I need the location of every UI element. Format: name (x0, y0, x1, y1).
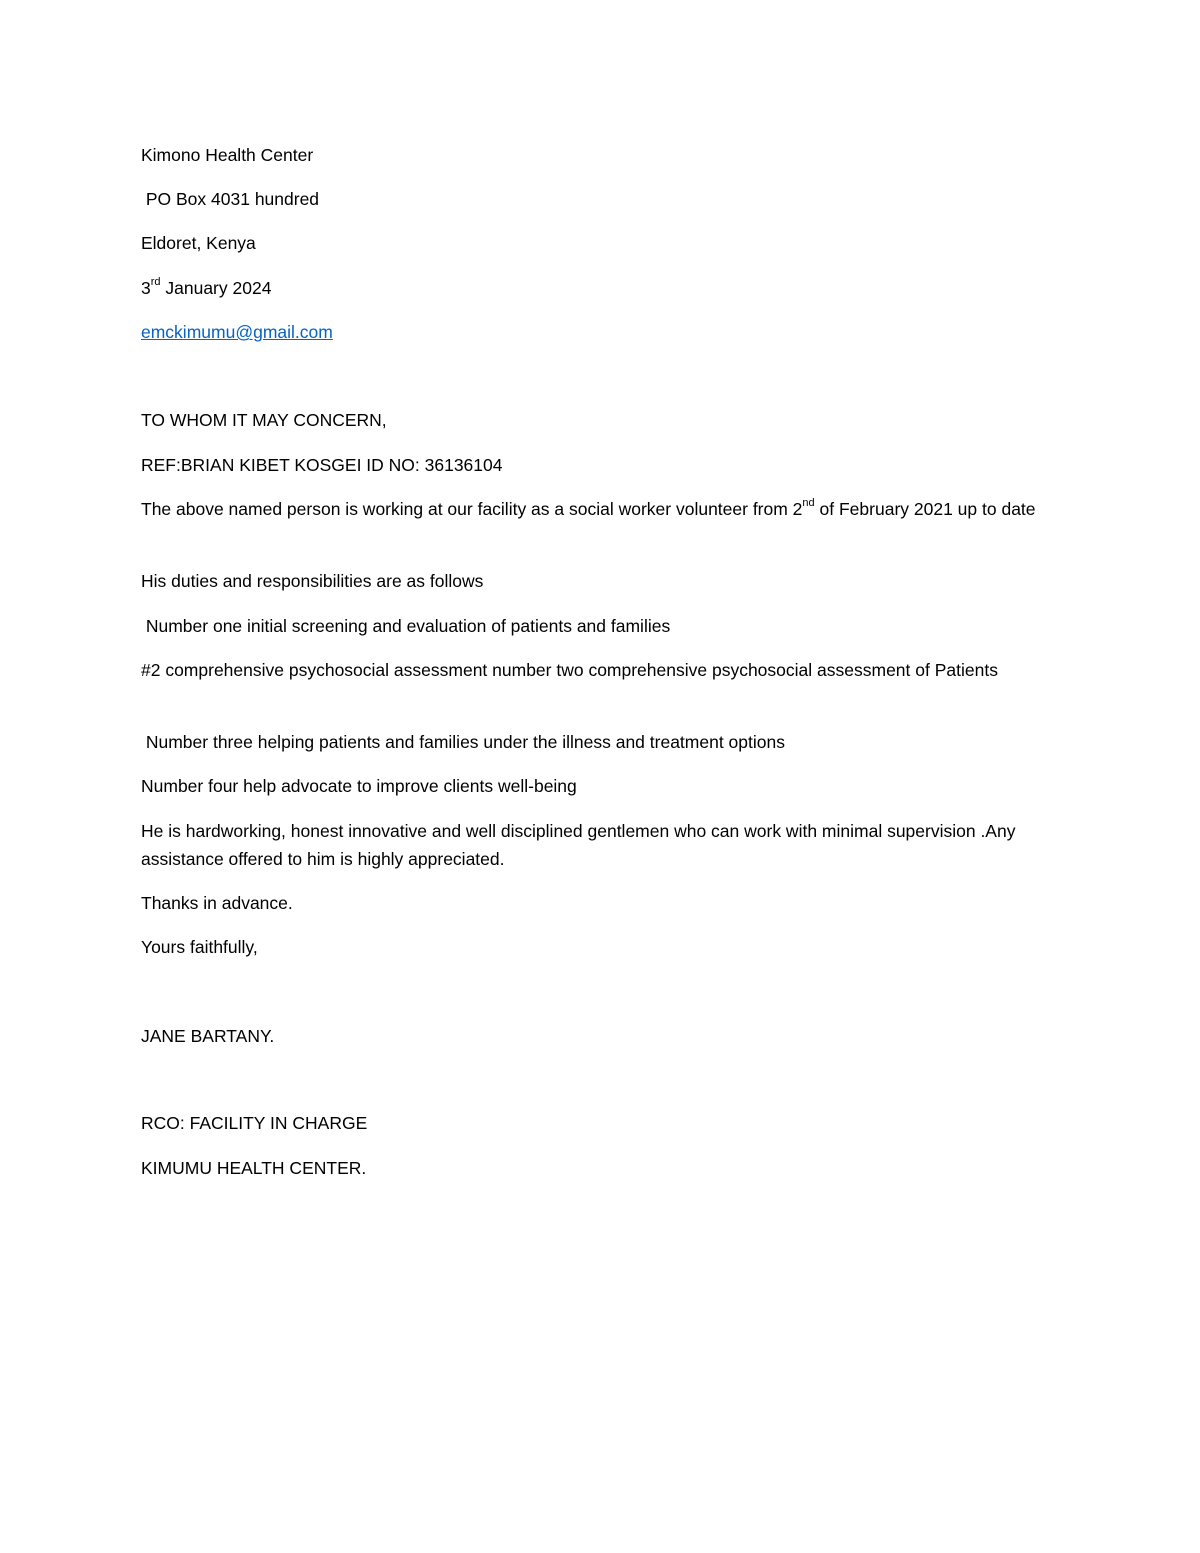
email-link[interactable]: emckimumu@gmail.com (141, 322, 333, 342)
thanks-line: Thanks in advance. (141, 893, 293, 913)
city: Eldoret, Kenya (141, 233, 256, 253)
letter-date (141, 274, 271, 302)
facility-name: Kimono Health Center (141, 145, 314, 165)
character-paragraph: He is hardworking, honest innovative and well disciplined gentlemen who can work with minimal supervision .Any assistance offered to him is highly appreciated. (141, 821, 1016, 869)
closing-line: Yours faithfully, (141, 937, 258, 957)
duty-item: #2 comprehensive psychosocial assessment number two comprehensive psychosocial assessment of Patients (141, 660, 998, 680)
date-day: 3 (141, 278, 151, 298)
duty-item: Number four help advocate to improve clients well-being (141, 776, 577, 796)
salutation: TO WHOM IT MAY CONCERN, (141, 410, 387, 430)
signatory-title: RCO: FACILITY IN CHARGE (141, 1113, 368, 1133)
po-box: PO Box 4031 hundred (141, 189, 320, 209)
duty-item: Number three helping patients and families under the illness and treatment options (141, 732, 785, 752)
duty-item: Number one initial screening and evaluation of patients and families (141, 616, 671, 636)
reference-line: REF:BRIAN KIBET KOSGEI ID NO: 36136104 (141, 455, 503, 475)
signatory-name: JANE BARTANY. (141, 1026, 275, 1046)
date-rest: January 2024 (160, 278, 272, 298)
intro-paragraph (141, 495, 1071, 523)
signatory-facility: KIMUMU HEALTH CENTER. (141, 1158, 367, 1178)
date-suffix: rd (150, 276, 161, 289)
intro-part2: of February 2021 up to date (814, 499, 1036, 519)
intro-suffix: nd (802, 497, 815, 510)
duties-heading: His duties and responsibilities are as follows (141, 571, 484, 591)
intro-part1: The above named person is working at our facility as a social worker volunteer from 2 (141, 499, 803, 519)
